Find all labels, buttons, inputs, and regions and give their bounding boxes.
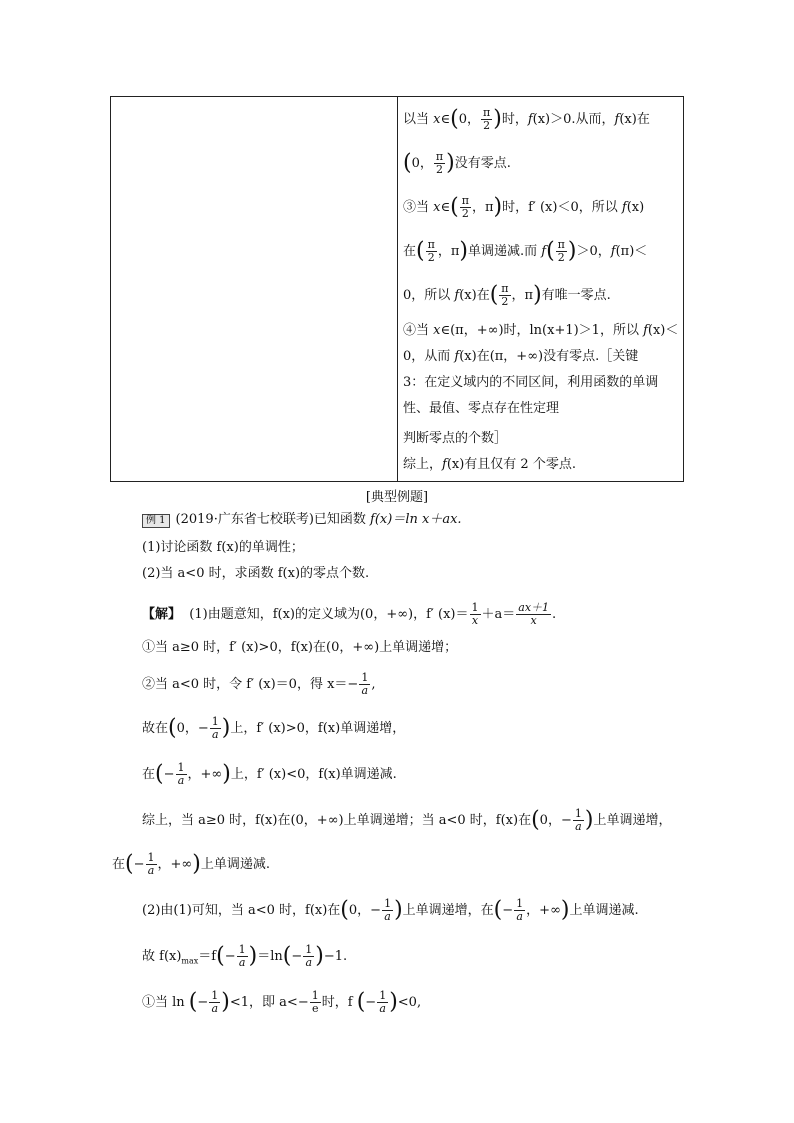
paren: ): [221, 989, 230, 1015]
paren: ): [394, 897, 403, 923]
paren: (: [356, 989, 366, 1015]
text: f: [610, 244, 616, 259]
denominator: a: [384, 910, 391, 923]
solution-table: [110, 96, 684, 482]
text: ④当: [403, 323, 434, 338]
fraction-1-e: [310, 990, 321, 1015]
text: 在: [142, 767, 156, 782]
table-right-column: [403, 97, 677, 481]
text: 单调递减.而: [467, 244, 542, 259]
paren: (: [546, 238, 555, 264]
solution-line-1: [142, 602, 556, 627]
paren: ): [493, 106, 502, 132]
text: ,: [371, 677, 376, 692]
text: 上，f′ (x)>0，f(x)单调递增，: [230, 721, 406, 736]
text: 上，f′ (x)<0，f(x)单调递减.: [230, 767, 397, 782]
text: 时，: [502, 200, 529, 215]
text: 0，−: [176, 721, 209, 736]
denominator: a: [361, 684, 369, 697]
fraction-1-a: [573, 808, 584, 833]
text: (x)在(π，+∞)没有零点.［关键: [459, 349, 639, 364]
fraction-1-x: [470, 602, 481, 627]
text: −: [291, 949, 303, 964]
text: 上单调递增，: [593, 813, 672, 828]
solution-line-2: ①当 a≥0 时，f′ (x)>0，f(x)在(0，+∞)上单调递增；: [142, 640, 458, 655]
box-line-6: [403, 323, 678, 339]
solution-line-6: [142, 808, 671, 833]
fraction-1-a: [209, 990, 220, 1015]
paren: ): [248, 943, 258, 969]
denominator: a: [177, 774, 185, 787]
fraction-pi-2: [434, 151, 445, 176]
numerator: 1: [574, 807, 582, 820]
fraction-pi-2: [499, 283, 510, 308]
text: <1，即 a<−: [229, 995, 309, 1010]
text: f′ (x)＜0，所以: [528, 200, 622, 215]
fraction-1-a: [303, 944, 314, 969]
fraction-1-a: [377, 990, 388, 1015]
text: 有唯一零点.: [541, 288, 611, 303]
numerator: 1: [311, 989, 319, 1002]
text: (π)＜: [615, 244, 648, 259]
box-line-7: [403, 349, 638, 365]
paren: ): [493, 194, 503, 220]
text: ，+∞: [157, 857, 193, 872]
numerator: 1: [147, 851, 155, 864]
paren: (: [450, 106, 459, 132]
solution-line-3: [142, 672, 375, 697]
numerator: 1: [379, 989, 387, 1002]
numerator: 1: [471, 601, 479, 614]
text: .: [552, 607, 557, 622]
text: ③当: [403, 200, 434, 215]
text: 0，: [411, 156, 433, 171]
denominator: 2: [483, 119, 491, 132]
section-title: [典型例题]: [365, 490, 429, 505]
fraction-pi-2: [556, 239, 567, 264]
paren: (: [125, 851, 134, 877]
solution-label: 【解】: [142, 607, 182, 622]
denominator: 2: [461, 207, 469, 220]
fraction-1-a: [176, 762, 187, 787]
numerator: ax＋1: [518, 601, 550, 614]
example-badge: 例 1: [142, 514, 170, 528]
paren: (: [531, 807, 540, 833]
numerator: π: [435, 150, 444, 163]
text: 0，从而: [403, 349, 455, 364]
text: f: [527, 112, 533, 127]
text: ∈(π，+∞)时，ln(x+1)＞1，所以: [440, 323, 644, 338]
text: (x): [626, 200, 645, 215]
text: −: [133, 857, 145, 872]
text: ＝ln: [257, 949, 283, 964]
denominator: a: [516, 910, 523, 923]
box-line-3: [403, 195, 644, 220]
solution-line-8: [142, 898, 639, 923]
paren: (: [216, 943, 225, 969]
fraction-1-a: [514, 898, 525, 923]
paren: (: [155, 761, 164, 787]
numerator: 1: [238, 943, 246, 956]
numerator: π: [482, 106, 491, 119]
paren: (: [489, 282, 499, 308]
denominator: e: [311, 1002, 319, 1015]
table-divider: [397, 97, 398, 481]
text: f: [442, 457, 447, 472]
text: ∈: [440, 112, 451, 127]
paren: (: [188, 989, 198, 1015]
paren: ): [533, 282, 542, 308]
paren: (: [416, 238, 425, 264]
text: 上单调递增，在: [402, 903, 494, 918]
text: ＝f: [198, 949, 217, 964]
denominator: a: [147, 864, 155, 877]
text: <0,: [397, 995, 422, 1010]
box-line-10: 判断零点的个数］: [403, 431, 508, 446]
text: f: [614, 112, 620, 127]
paren: (: [282, 943, 292, 969]
example-header: [142, 512, 462, 528]
paren: (: [403, 150, 412, 176]
text: 故在: [142, 721, 169, 736]
text: (x)＜: [647, 323, 679, 338]
denominator: a: [238, 956, 246, 969]
solution-line-7: [112, 852, 270, 877]
paren: ): [560, 897, 570, 923]
text: −: [365, 995, 377, 1010]
text: (x)有且仅有 2 个零点.: [446, 457, 576, 472]
fraction-pi-2: [426, 239, 437, 264]
paren: ): [584, 807, 594, 833]
denominator: a: [305, 956, 313, 969]
text: ，+∞: [187, 767, 223, 782]
box-line-4: [403, 239, 647, 264]
example-source: (2019·广东省七校联考)已知函数: [175, 512, 371, 527]
solution-line-5: [142, 762, 397, 787]
numerator: π: [501, 282, 509, 295]
numerator: π: [427, 238, 435, 251]
box-line-2: [403, 151, 511, 176]
paren: ): [222, 761, 231, 787]
fraction-ax1-x: [516, 602, 551, 627]
paren: ): [389, 989, 398, 1015]
paren: ): [315, 943, 324, 969]
text: (x)在: [459, 288, 490, 303]
paren: ): [567, 238, 577, 264]
text: ①当 ln: [142, 995, 189, 1010]
text: −: [163, 767, 175, 782]
paren: ): [459, 238, 468, 264]
text: ＋a＝: [481, 607, 516, 622]
text: 0，: [458, 112, 480, 127]
text: x: [433, 112, 441, 127]
fraction-pi-2: [460, 195, 471, 220]
text: ＞0，: [576, 244, 611, 259]
paren: ): [446, 150, 455, 176]
text: 时，: [501, 112, 528, 127]
box-line-5: [403, 283, 611, 308]
text: ②当 a<0 时，令 f′ (x)＝0，得 x＝−: [142, 677, 359, 692]
paren: (: [340, 897, 349, 923]
denominator: 2: [435, 163, 443, 176]
denominator: a: [379, 1002, 386, 1015]
text: 在: [112, 857, 126, 872]
text: −1.: [323, 949, 348, 964]
denominator: a: [212, 728, 219, 741]
paren: ): [221, 715, 231, 741]
fraction-1-a: [237, 944, 248, 969]
text: −: [197, 995, 209, 1010]
text: 以当: [403, 112, 434, 127]
numerator: 1: [361, 671, 369, 684]
text: 时，f: [321, 995, 357, 1010]
subscript-max: max: [181, 956, 199, 966]
paren: (: [168, 715, 177, 741]
numerator: 1: [384, 897, 392, 910]
box-line-1: [403, 107, 650, 132]
numerator: π: [461, 194, 469, 207]
text: f: [541, 244, 547, 259]
text: (2)由(1)可知，当 a<0 时，f(x)在: [142, 903, 341, 918]
text: 0，−: [348, 903, 382, 918]
box-line-11: [403, 457, 576, 473]
text: ，π: [471, 200, 494, 215]
text: ，+∞: [526, 903, 561, 918]
paren: ): [192, 851, 201, 877]
text: (x)＞0.从而，: [532, 112, 615, 127]
denominator: a: [575, 820, 582, 833]
text: x: [433, 323, 441, 338]
fraction-pi-2: [481, 107, 492, 132]
text: −: [224, 949, 236, 964]
denominator: a: [211, 1002, 219, 1015]
denominator: x: [471, 614, 479, 627]
text: 0，−: [539, 813, 572, 828]
solution-line-4: [142, 716, 405, 741]
example-function: f(x)＝ln x＋ax.: [370, 512, 462, 527]
numerator: 1: [211, 715, 219, 728]
example-question-2: (2)当 a<0 时，求函数 f(x)的零点个数.: [142, 566, 370, 581]
fraction-1-a: [146, 852, 157, 877]
denominator: 2: [557, 251, 565, 264]
solution-line-9: [142, 944, 347, 970]
text: 没有零点.: [454, 156, 511, 171]
text: (x)在: [619, 112, 650, 127]
text: f: [454, 349, 460, 364]
numerator: 1: [177, 761, 185, 774]
numerator: 1: [516, 897, 524, 910]
numerator: 1: [211, 989, 219, 1002]
text: ，π: [511, 288, 534, 303]
solution-line-10: [142, 990, 421, 1015]
text: 上单调递减.: [200, 857, 270, 872]
text: x: [433, 200, 441, 215]
text: 0，所以: [403, 288, 455, 303]
text: −: [502, 903, 514, 918]
paren: (: [450, 194, 459, 220]
example-question-1: (1)讨论函数 f(x)的单调性；: [142, 540, 304, 555]
text: (1)由题意知，f(x)的定义域为(0，+∞)，f′ (x)＝: [189, 607, 469, 622]
fraction-1-a: [382, 898, 393, 923]
text: f: [454, 288, 460, 303]
fraction-1-a: [359, 672, 370, 697]
text: f: [643, 323, 648, 338]
box-line-9: 性、最值、零点存在性定理: [403, 401, 560, 416]
text: ∈: [440, 200, 451, 215]
text: f: [621, 200, 627, 215]
denominator: 2: [427, 251, 435, 264]
text: 综上，: [403, 457, 443, 472]
box-line-8: 3：在定义域内的不同区间，利用函数的单调: [403, 375, 659, 390]
denominator: x: [530, 614, 537, 627]
text: 故 f(x): [142, 949, 182, 964]
text: 在: [403, 244, 417, 259]
denominator: 2: [501, 295, 509, 308]
numerator: 1: [305, 943, 313, 956]
paren: (: [493, 897, 503, 923]
text: 综上，当 a≥0 时，f(x)在(0，+∞)上单调递增；当 a<0 时，f(x)在: [142, 813, 532, 828]
fraction-1-a: [210, 716, 221, 741]
text: ，π: [437, 244, 460, 259]
text: 上单调递减.: [569, 903, 639, 918]
numerator: π: [557, 238, 565, 251]
